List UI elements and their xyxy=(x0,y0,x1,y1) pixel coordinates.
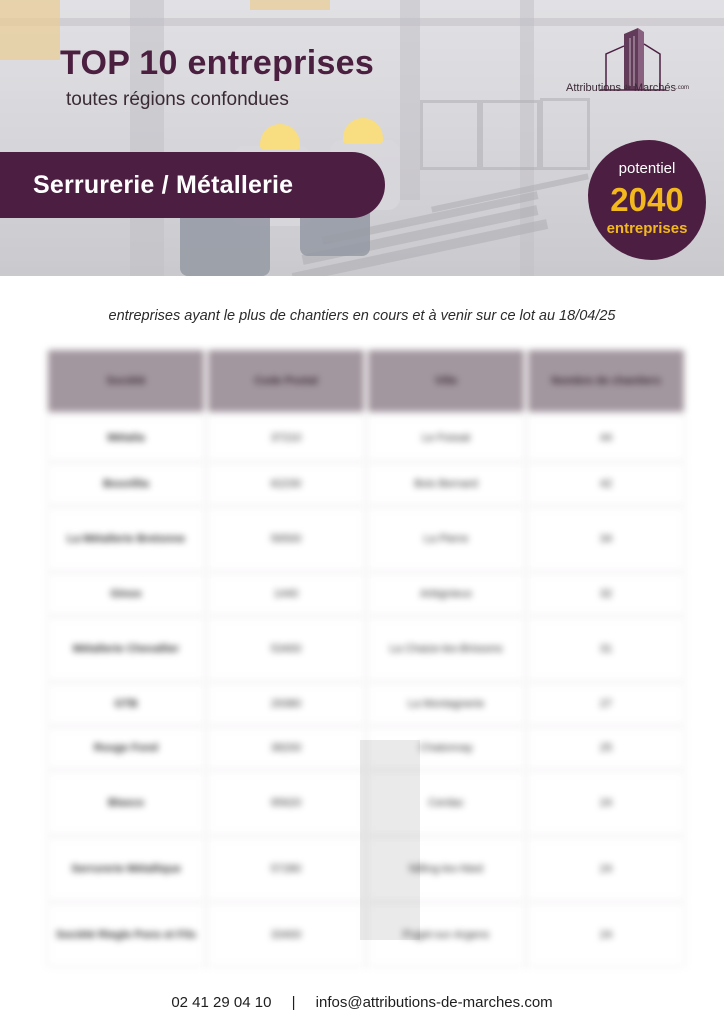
badge-value: 2040 xyxy=(610,181,684,218)
postal-code-cell: 33400 xyxy=(208,904,364,966)
company-cell: GTB xyxy=(48,684,204,724)
city-cell: Puget-sur-Argens xyxy=(368,904,524,966)
table-row xyxy=(48,574,684,614)
site-count-cell: 25 xyxy=(528,728,684,768)
table-row xyxy=(48,728,684,768)
ranking-table xyxy=(44,346,688,970)
postal-code-cell: 62230 xyxy=(208,464,364,504)
table-row xyxy=(48,464,684,504)
company-cell: Rouge Fond xyxy=(48,728,204,768)
postal-code-cell: 53400 xyxy=(208,618,364,680)
column-header: Ville xyxy=(368,350,524,412)
company-cell: Métallerie Chevallier xyxy=(48,618,204,680)
city-cell: Chatonnay xyxy=(368,728,524,768)
table-row xyxy=(48,838,684,900)
footer-phone: 02 41 29 04 10 xyxy=(171,994,272,1011)
table-row xyxy=(48,904,684,966)
footer-separator: | xyxy=(291,994,296,1011)
page-subtitle: toutes régions confondues xyxy=(66,89,289,110)
page-title: TOP 10 entreprises xyxy=(60,44,375,82)
category-label: Serrurerie / Métallerie xyxy=(33,170,294,199)
table-row xyxy=(48,508,684,570)
column-header: Code Postal xyxy=(208,350,364,412)
table-row xyxy=(48,772,684,834)
city-cell: Cerdac xyxy=(368,772,524,834)
table-row xyxy=(48,684,684,724)
company-cell: La Métallerie Bretonne xyxy=(48,508,204,570)
brand-logo-text: Attributions de Marchés.com xyxy=(566,82,690,94)
city-cell: Nilling-les-Nied xyxy=(368,838,524,900)
site-count-cell: 34 xyxy=(528,508,684,570)
company-cell: Blasco xyxy=(48,772,204,834)
city-cell: La Chaize-les-Brissons xyxy=(368,618,524,680)
table-caption: entreprises ayant le plus de chantiers en cours et à venir sur ce lot au 18/04/25 xyxy=(108,308,616,324)
postal-code-cell: 57280 xyxy=(208,838,364,900)
company-cell: Bouvillia xyxy=(48,464,204,504)
ranking-table-container xyxy=(44,346,688,968)
postal-code-cell: 37210 xyxy=(208,416,364,460)
company-cell: Ginox xyxy=(48,574,204,614)
badge-label: potentiel xyxy=(618,160,676,177)
footer-email[interactable]: infos@attributions-de-marches.com xyxy=(315,994,553,1011)
company-cell: Société Riegle Pons et Fils xyxy=(48,904,204,966)
title-block xyxy=(60,44,374,111)
category-banner xyxy=(0,152,385,218)
site-count-cell: 24 xyxy=(528,772,684,834)
footer-contact xyxy=(0,994,724,1011)
site-count-cell: 42 xyxy=(528,464,684,504)
table-header-row xyxy=(48,350,684,412)
column-header: Nombre de chantiers xyxy=(528,350,684,412)
postal-code-cell: 1440 xyxy=(208,574,364,614)
table-row xyxy=(48,416,684,460)
company-cell: Serrurerie Métallique xyxy=(48,838,204,900)
site-count-cell: 44 xyxy=(528,416,684,460)
postal-code-cell: 38200 xyxy=(208,728,364,768)
site-count-cell: 32 xyxy=(528,574,684,614)
badge-unit: entreprises xyxy=(606,220,688,237)
postal-code-cell: 95620 xyxy=(208,772,364,834)
column-header: Société xyxy=(48,350,204,412)
site-count-cell: 27 xyxy=(528,684,684,724)
city-cell: Le Fossat xyxy=(368,416,524,460)
table-row xyxy=(48,618,684,680)
site-count-cell: 24 xyxy=(528,904,684,966)
site-count-cell: 31 xyxy=(528,618,684,680)
city-cell: La Montagnerie xyxy=(368,684,524,724)
postal-code-cell: 56500 xyxy=(208,508,364,570)
city-cell: Bois Bernard xyxy=(368,464,524,504)
postal-code-cell: 29380 xyxy=(208,684,364,724)
city-cell: La Pierre xyxy=(368,508,524,570)
city-cell: Arbignieux xyxy=(368,574,524,614)
company-cell: Métalia xyxy=(48,416,204,460)
site-count-cell: 24 xyxy=(528,838,684,900)
